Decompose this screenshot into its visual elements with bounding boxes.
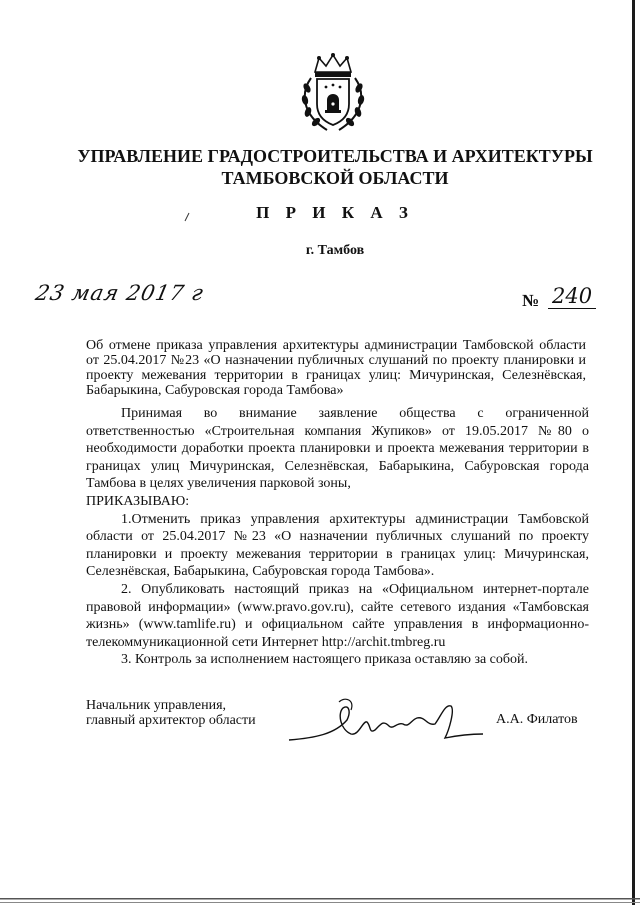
order-subject: Об отмене приказа управления архитектуры администрации Тамбовской области от 25.04.2017 №23 «О назначении публичных слушаний по проекту планировки и проекту межевания территории в границах улиц: Мичуринская, Селезнёвская, Бабарыкина, Сабуровская города Тамбова» [86,338,586,398]
organization-name-line2: ТАМБОВСКОЙ ОБЛАСТИ [221,168,449,188]
stray-ink-mark [183,212,191,222]
signatory-name: А.А. Филатов [496,712,578,727]
coat-of-arms-emblem [297,52,369,134]
signatory-position [86,698,256,728]
handwritten-signature [285,690,485,750]
handwritten-date: 23 мая 2017 г [33,281,207,305]
scan-edge-right [632,0,635,905]
signatory-position-line1: Начальник управления, [86,698,227,713]
document-type-title: П Р И К А З [256,203,414,222]
order-item-3: 3. Контроль за исполнением настоящего приказа оставляю за собой. [121,652,529,668]
order-body [86,405,589,669]
organization-name-line1: УПРАВЛЕНИЕ ГРАДОСТРОИТЕЛЬСТВА И АРХИТЕКТУРЫ [77,146,593,166]
order-directive-word: ПРИКАЗЫВАЮ: [86,493,190,509]
preamble-paragraph: Принимая во внимание заявление общества с ограниченной ответственностью «Строительная компания Жупиков» от 19.05.2017 №80 о необходимости доработки проекта планировки и проекта межевания территории в границах улиц Мичуринская, Селезнёвская, Бабарыкина, Сабуровская города Тамбова в целях увеличения парковой зоны, [86,406,589,492]
order-item-1: 1.Отменить приказ управления архитектуры администрации Тамбовской области от 25.04.2017 №23 «О назначении публичных слушаний по проекту планировки и проекту межевания территории в границах улиц: Мичуринская, Селезнёвская, Бабарыкина, Сабуровская города Тамбова». [86,511,589,580]
order-number-label: № [522,291,540,310]
scan-edge-bottom [0,888,640,905]
organization-name [60,145,610,189]
issue-city: г. Тамбов [305,243,365,258]
signatory-position-line2: главный архитектор области [86,713,256,728]
handwritten-order-number: 240 [548,284,596,309]
order-item-2: 2. Опубликовать настоящий приказ на «Официальном интернет-портале правовой информации» (www.pravo.gov.ru), сайте сетевого издания «Тамбовская жизнь» (www.tamlife.ru) и официальном сайте управления в информационно-телекоммуникационной сети Интернет http://archit.tmbreg.ru [86,581,589,650]
